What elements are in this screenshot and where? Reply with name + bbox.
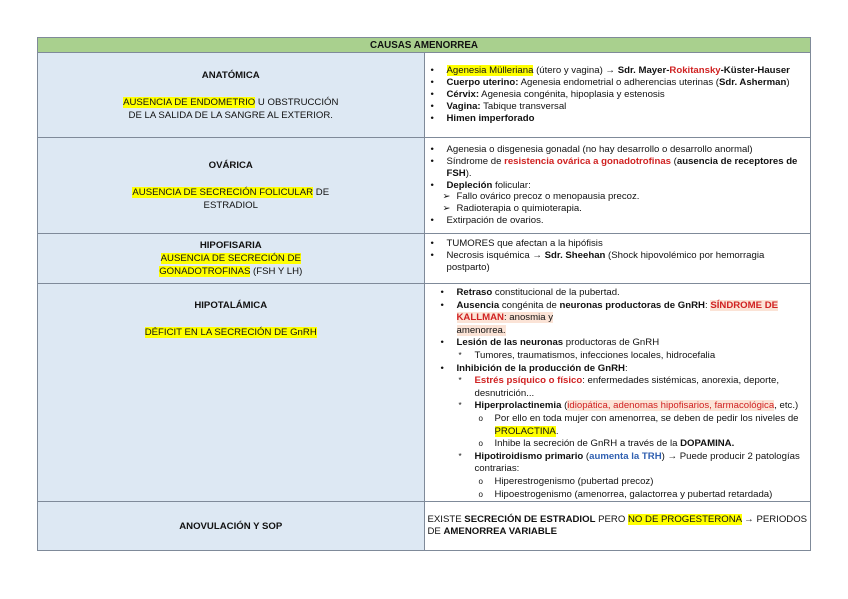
cause-list-cell-ovarica (424, 138, 811, 234)
list-item: • Agenesia Mülleriana (útero y vagina) → Sdr. Mayer-Rokitansky-Küster-Hauser (430, 65, 790, 77)
row-hipofisaria (38, 234, 811, 284)
list-item: • Extirpación de ovarios. (430, 215, 544, 227)
asterisk-bullet-icon: * (458, 451, 462, 461)
cause-list (425, 238, 811, 274)
category-cell-hipotalamica (38, 284, 425, 502)
list-item: • Necrosis isquémica → Sdr. Sheehan (Shock hipovolémico por hemorragia postparto) (430, 249, 765, 273)
circle-bullet-icon: o (478, 439, 483, 449)
cause-list (425, 65, 811, 125)
arrow-bullet-icon: ➢ (442, 203, 451, 215)
list-subsubitem: o Por ello en toda mujer con amenorrea, se deben de pedir los niveles de PROLACTINA. (478, 412, 799, 437)
category-title: ANATÓMICA (201, 69, 260, 81)
category-title: HIPOFISARIA (199, 240, 262, 251)
amenorrea-causes-table (37, 37, 811, 551)
category-cell-ovarica (38, 138, 425, 234)
category-description: AUSENCIA DE ENDOMETRIO U OBSTRUCCIÓN DE LA SALIDA DE LA SANGRE AL EXTERIOR. (123, 96, 339, 121)
category-cell-anatomica (38, 53, 425, 138)
asterisk-bullet-icon: * (458, 401, 462, 411)
row-ovarica (38, 138, 811, 234)
list-item: • Síndrome de resistencia ovárica a gonadotrofinas (ausencia de receptores de FSH). (430, 155, 798, 179)
cause-list (425, 144, 811, 227)
list-item: • Ausencia congénita de neuronas productoras de GnRH: SÍNDROME DE KALLMAN: anosmia y amenorrea. (440, 299, 779, 336)
list-item: • Cuerpo uterino: Agenesia endometrial o adherencias uterinas (Sdr. Asherman) (430, 77, 790, 89)
category-title: HIPOTALÁMICA (194, 300, 268, 311)
list-item: • Retraso constitucional de la pubertad. (440, 287, 620, 298)
category-description: DÉFICIT EN LA SECRECIÓN DE GnRH (144, 327, 317, 338)
list-item: • Cérvix: Agenesia congénita, hipoplasia y estenosis (430, 89, 665, 101)
circle-bullet-icon: o (478, 489, 483, 499)
asterisk-bullet-icon: * (458, 350, 462, 360)
category-description: AUSENCIA DE SECRECIÓN FOLICULAR DE ESTRADIOL (132, 187, 330, 211)
list-subsubitem: o Hipoestrogenismo (amenorrea, galactorrea y pubertad retardada) (478, 488, 773, 500)
row-anatomica (38, 53, 811, 138)
table-title: CAUSAS AMENORREA (38, 38, 811, 53)
category-title: OVÁRICA (208, 160, 253, 171)
list-item: • Depleción folicular: (430, 179, 531, 191)
circle-bullet-icon: o (478, 413, 483, 423)
circle-bullet-icon: o (478, 476, 483, 486)
list-item: • Agenesia o disgenesia gonadal (no hay desarrollo o desarrollo anormal) (430, 143, 753, 155)
category-cell-hipofisaria (38, 234, 425, 284)
list-item: • TUMORES que afectan a la hipófisis (430, 238, 603, 249)
list-subitem: * Hiperprolactinemia (idiopática, adenomas hipofisarios, farmacológica, etc.) (458, 400, 799, 412)
list-subsubitem: o Inhibe la secreción de GnRH a través de la DOPAMINA. (478, 438, 735, 450)
asterisk-bullet-icon: * (458, 376, 462, 386)
list-item: • Lesión de las neuronas productoras de GnRH (440, 337, 660, 349)
cause-list-cell-anatomica (424, 53, 811, 138)
table-header-row (38, 38, 811, 53)
row-anovulacion (38, 502, 811, 551)
cause-text-cell-anovulacion: EXISTE SECRECIÓN DE ESTRADIOL PERO NO DE PROGESTERONA → PERIODOS DE AMENORREA VARIABLE (424, 502, 811, 551)
list-subitem: * Tumores, traumatismos, infecciones locales, hidrocefalia (458, 349, 716, 361)
category-description: AUSENCIA DE SECRECIÓN DE GONADOTROFINAS (FSH Y LH) (159, 253, 303, 277)
list-subitem: * Estrés psíquico o físico: enfermedades sistémicas, anorexia, deporte, desnutrición... (458, 375, 779, 399)
cause-list (425, 287, 811, 501)
list-subitem: ➢ Radioterapia o quimioterapia. (442, 203, 582, 215)
list-subitem: * Hipotiroidismo primario (aumenta la TRH) → Puede producir 2 patologías contrarias: (458, 450, 800, 475)
list-item: • Himen imperforado (430, 112, 535, 124)
cause-list-cell-hipofisaria (424, 234, 811, 284)
category-title: ANOVULACIÓN Y SOP (179, 520, 283, 532)
row-hipotalamica (38, 284, 811, 502)
list-item: • Inhibición de la producción de GnRH: (440, 362, 628, 374)
cause-list-cell-hipotalamica (424, 284, 811, 502)
list-subsubitem: o Hiperestrogenismo (pubertad precoz) (478, 475, 654, 487)
category-cell-anovulacion (38, 502, 425, 551)
arrow-bullet-icon: ➢ (442, 191, 451, 203)
list-subitem: ➢ Fallo ovárico precoz o menopausia precoz. (442, 191, 640, 203)
list-item: • Vagina: Tabique transversal (430, 100, 567, 112)
